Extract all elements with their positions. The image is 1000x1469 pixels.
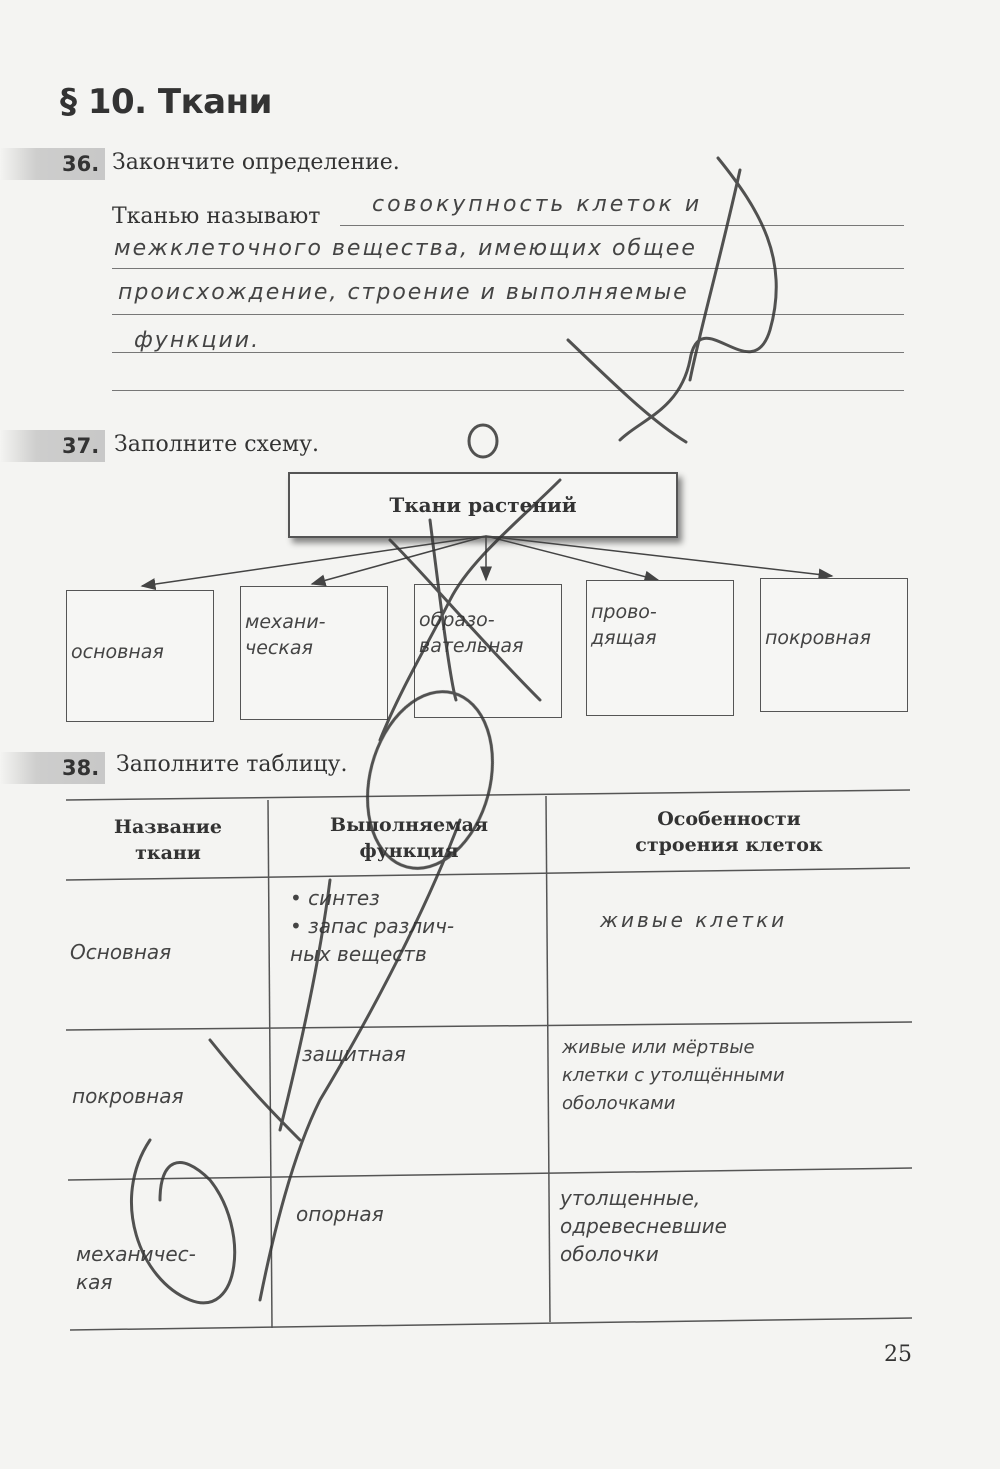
answer-36-line-1: совокупность клеток и xyxy=(372,192,703,217)
table-header-name: Название ткани xyxy=(114,816,222,864)
answer-36-line-3: происхождение, строение и выполняемые xyxy=(118,280,689,305)
task-37-number: 37. xyxy=(0,430,105,462)
task-38-text: Заполните таблицу. xyxy=(116,752,348,777)
answer-36-line-2: межклеточного вещества, имеющих общее xyxy=(114,236,697,261)
table-row-3-function: опорная xyxy=(296,1202,384,1226)
table-row-2-function: защитная xyxy=(302,1042,406,1066)
table-header-function: Выполняемая функция xyxy=(330,814,488,862)
task-37-text: Заполните схему. xyxy=(114,432,320,457)
table-row-3-features: утолщенные, одревесневшие оболочки xyxy=(560,1186,727,1266)
scheme-child-5-label: покровная xyxy=(765,627,871,649)
task-38-number: 38. xyxy=(0,752,105,784)
table-row-1-features: живые клетки xyxy=(600,908,788,932)
section-title: § 10. Ткани xyxy=(60,82,272,122)
scheme-root-label: Ткани растений xyxy=(389,493,577,517)
scheme-child-3-label: образо- вательная xyxy=(419,609,524,657)
table-row-1-name: Основная xyxy=(70,940,172,964)
scheme-child-4-label: прово- дящая xyxy=(591,601,657,649)
table-row-2-name: покровная xyxy=(72,1084,184,1108)
page-number: 25 xyxy=(884,1342,912,1367)
scheme-child-1-label: основная xyxy=(71,641,164,663)
table-row-1-function: • синтез • запас различ- ных веществ xyxy=(290,886,455,966)
answer-36-line-4: функции. xyxy=(134,328,261,353)
table-header-features: Особенности строения клеток xyxy=(635,808,823,856)
task-36-number: 36. xyxy=(0,148,105,180)
table-row-3-name: механичес- кая xyxy=(76,1242,196,1294)
task-36-lead: Тканью называют xyxy=(112,204,321,229)
scheme-child-2-label: механи- ческая xyxy=(245,611,326,659)
table-row-2-features: живые или мёртвые клетки с утолщёнными оболочками xyxy=(562,1037,785,1114)
task-36-text: Закончите определение. xyxy=(112,150,400,175)
